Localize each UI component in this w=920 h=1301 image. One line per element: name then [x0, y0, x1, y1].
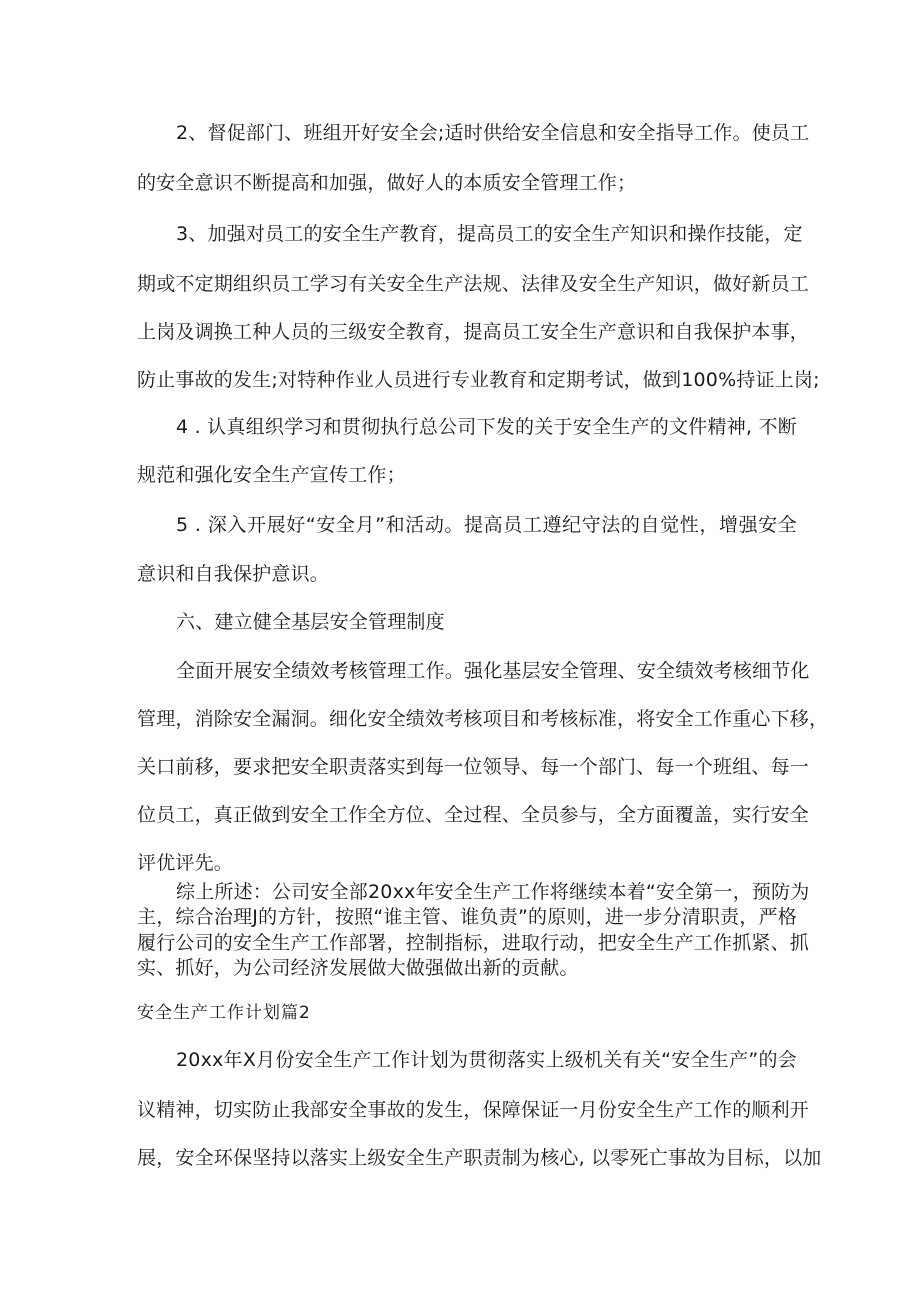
paragraph-line: 3、加强对员工的安全生产教育，提高员工的安全生产知识和操作技能，定 [176, 223, 803, 245]
paragraph-line: 上岗及调换工种人员的三级安全教育，提高员工安全生产意识和自我保护本事， [137, 321, 810, 343]
paragraph-line: 4 . 认真组织学习和贯彻执行总公司下发的关于安全生产的文件精神, 不断 [176, 416, 797, 438]
paragraph-line: 意识和自我保护意识。 [137, 563, 330, 585]
paragraph-line: 实、抓好，为公司经济发展做大做强做出新的贡献。 [137, 957, 579, 979]
paragraph-line: 主，综合治理J的方针，按照“谁主管、谁负责”的原则，进一步分清职责，严格 [137, 906, 797, 928]
article-heading: 安全生产工作计划篇2 [137, 1003, 311, 1023]
paragraph-line: 履行公司的安全生产工作部署，控制指标，进取行动，把安全生产工作抓紧、抓 [137, 932, 810, 954]
paragraph-line: 评优评先。 [137, 852, 234, 874]
paragraph-line: 综上所述：公司安全部20xx年安全生产工作将继续本着“安全第一，预防为 [176, 881, 810, 903]
paragraph-line: 20xx年X月份安全生产工作计划为贯彻落实上级机关有关“安全生产”的会 [176, 1049, 797, 1071]
paragraph-line: 展，安全环保坚持以落实上级安全生产职责制为核心, 以零死亡事故为目标，以加 [137, 1147, 822, 1169]
paragraph-line: 位员工，真正做到安全工作全方位、全过程、全员参与，全方面覆盖，实行安全 [137, 804, 810, 826]
paragraph-line: 议精神，切实防止我部安全事故的发生，保障保证一月份安全生产工作的顺利开 [137, 1099, 810, 1121]
paragraph-line: 的安全意识不断提高和加强，做好人的本质安全管理工作； [137, 172, 637, 194]
paragraph-line: 5 . 深入开展好“安全月”和活动。提高员工遵纪守法的自觉性，增强安全 [176, 514, 797, 536]
section-heading: 六、建立健全基层安全管理制度 [176, 611, 445, 633]
paragraph-line: 规范和强化安全生产宣传工作； [137, 464, 406, 486]
paragraph-line: 防止事故的发生;对特种作业人员进行专业教育和定期考试，做到100%持证上岗; [137, 369, 820, 391]
paragraph-line: 管理，消除安全漏洞。细化安全绩效考核项目和考核标准，将安全工作重心下移， [137, 708, 829, 730]
paragraph-line: 关口前移，要求把安全职责落实到每一位领导、每一个部门、每一个班组、每一 [137, 756, 810, 778]
paragraph-line: 期或不定期组织员工学习有关安全生产法规、法律及安全生产知识，做好新员工 [137, 273, 810, 295]
paragraph-line: 全面开展安全绩效考核管理工作。强化基层安全管理、安全绩效考核细节化 [176, 660, 810, 682]
paragraph-line: 2、督促部门、班组开好安全会;适时供给安全信息和安全指导工作。使员工 [176, 122, 810, 144]
